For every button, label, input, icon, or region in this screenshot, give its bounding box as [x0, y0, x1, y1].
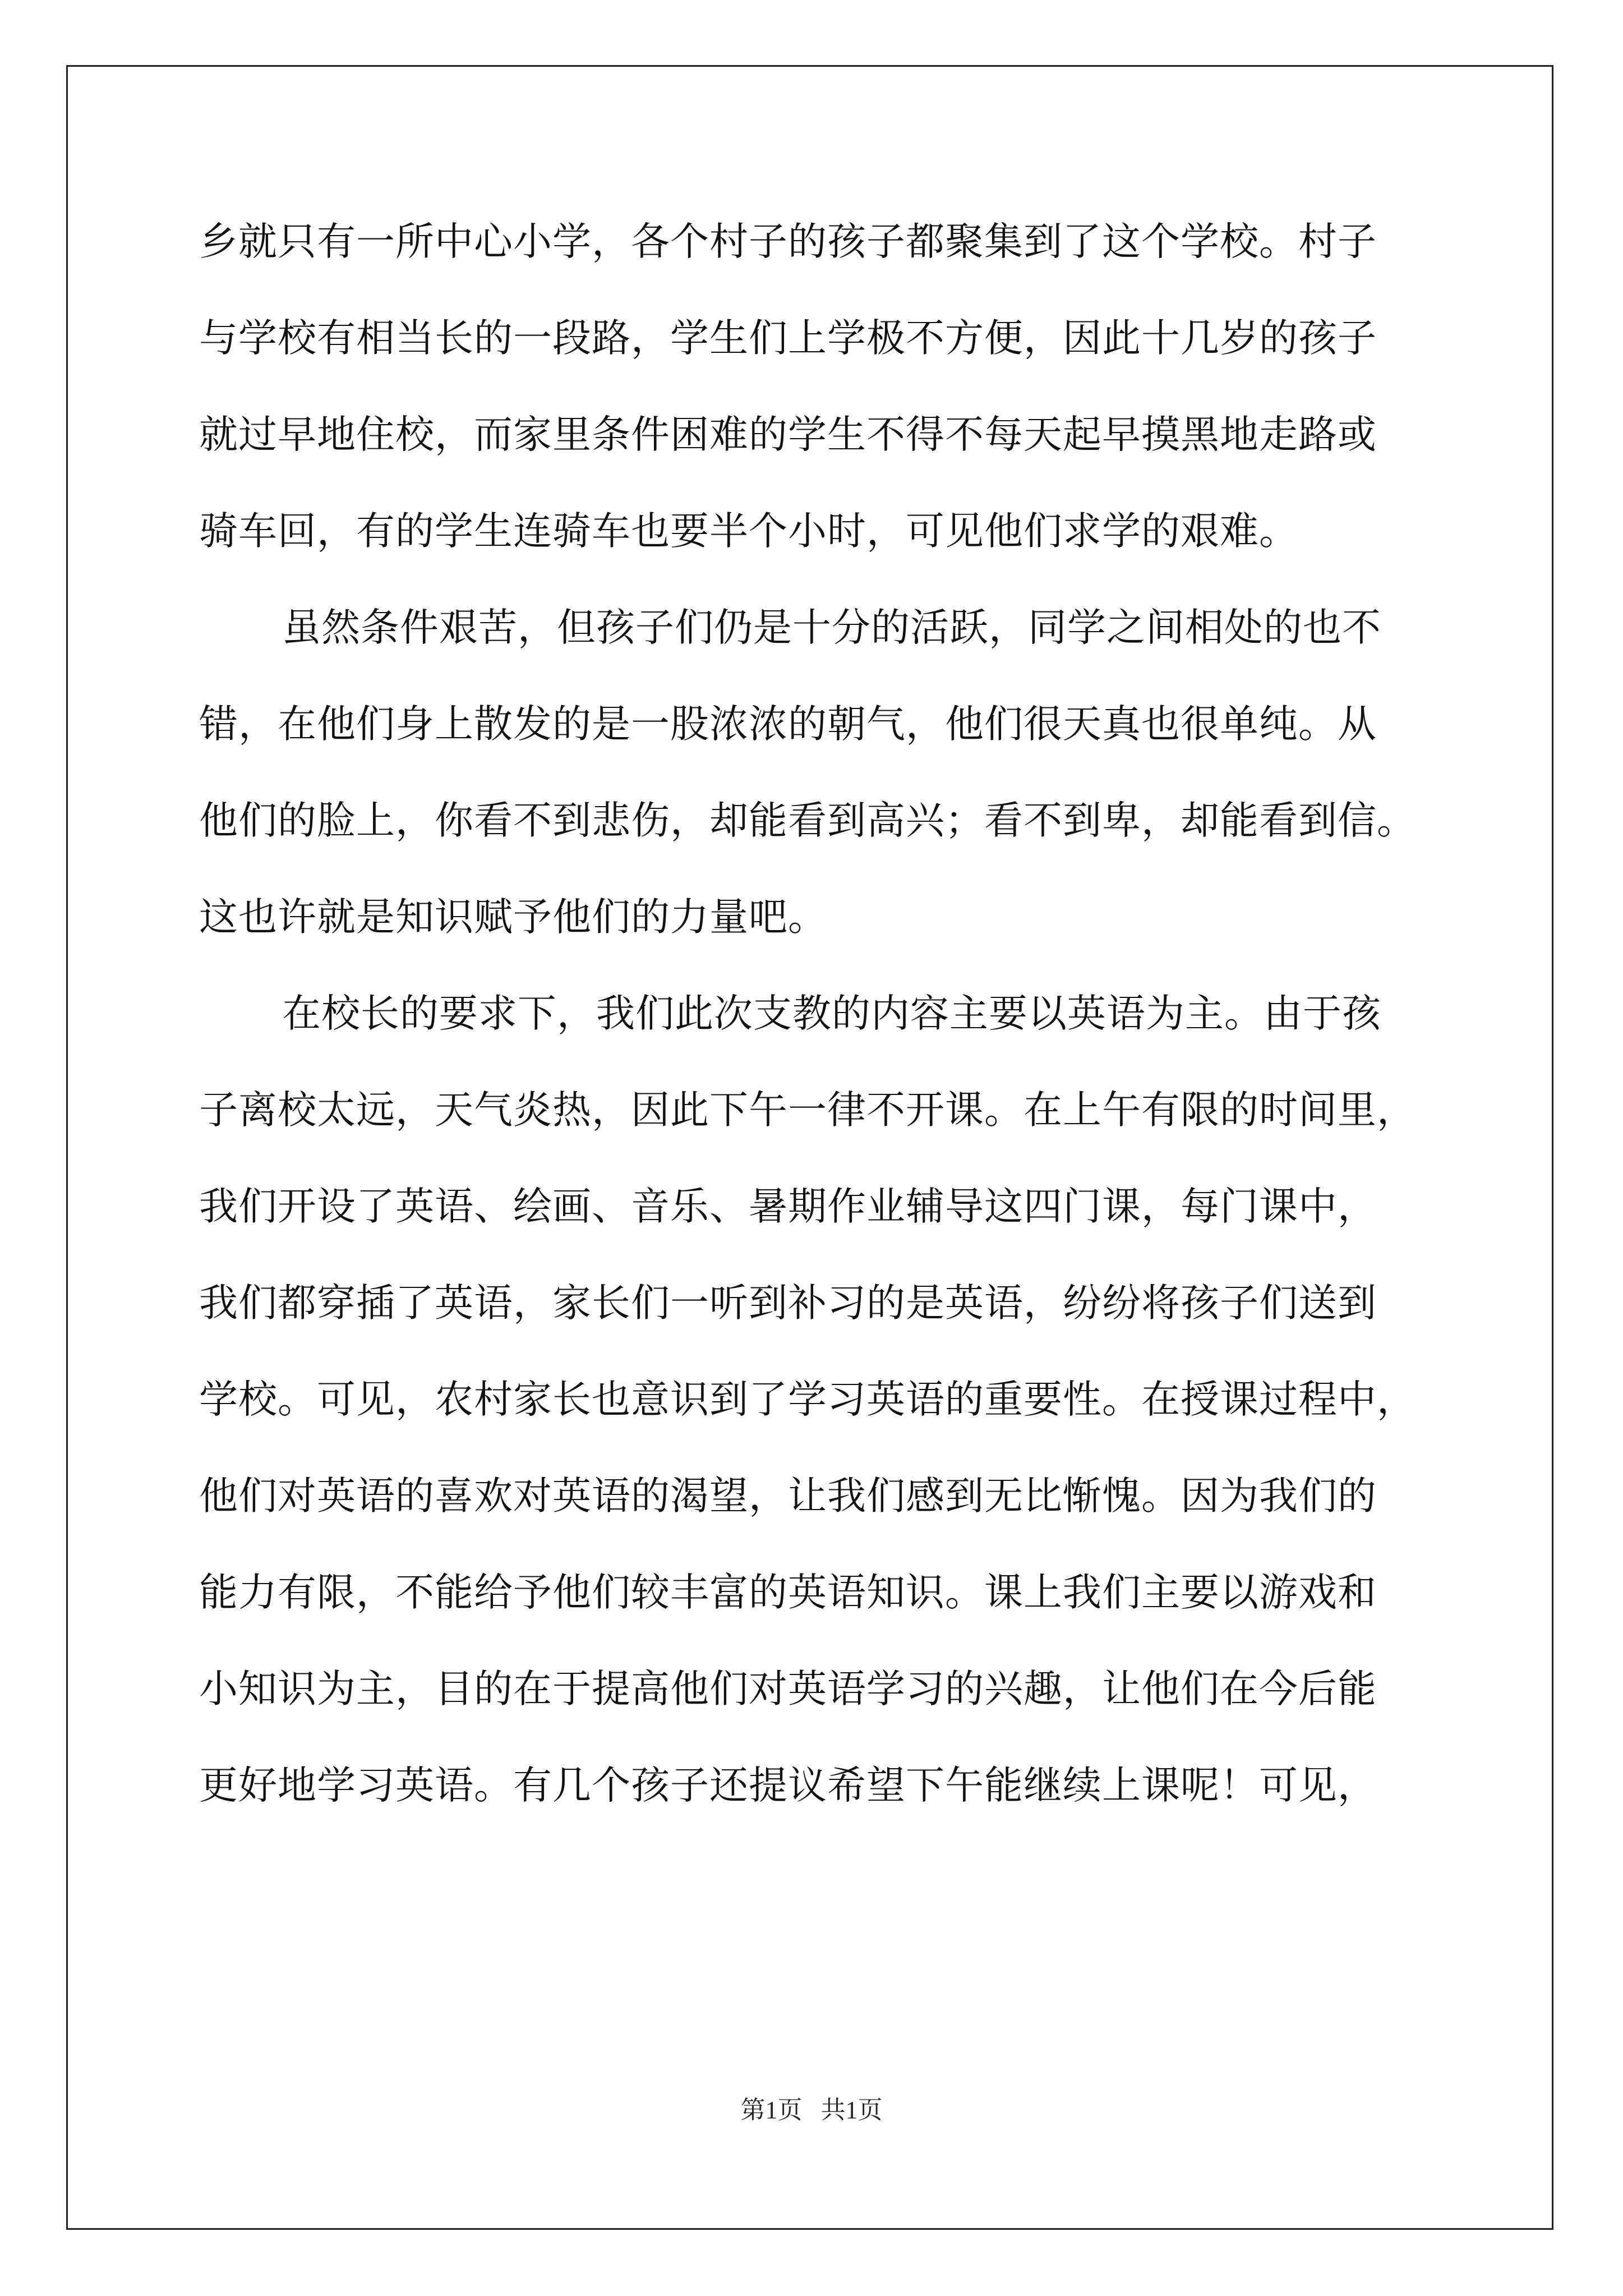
text-line: 他们的脸上，你看不到悲伤，却能看到高兴；看不到卑，却能看到信。 [199, 798, 1416, 843]
text-line: 子离校太远，天气炎热，因此下午一律不开课。在上午有限的时间里， [199, 1088, 1416, 1133]
text-line: 乡就只有一所中心小学，各个村子的孩子都聚集到了这个学校。村子 [199, 219, 1377, 264]
text-line: 他们对英语的喜欢对英语的渴望，让我们感到无比惭愧。因为我们的 [199, 1474, 1377, 1519]
text-line: 我们开设了英语、绘画、音乐、暑期作业辅导这四门课，每门课中， [199, 1184, 1377, 1229]
text-line: 虽然条件艰苦，但孩子们仍是十分的活跃，同学之间相处的也不 [282, 605, 1381, 650]
text-line: 能力有限，不能给予他们较丰富的英语知识。课上我们主要以游戏和 [199, 1570, 1377, 1615]
text-line: 这也许就是知识赋予他们的力量吧。 [199, 895, 827, 940]
page-number: 第1页 共1页 [740, 2096, 883, 2124]
text-line: 错，在他们身上散发的是一股浓浓的朝气，他们很天真也很单纯。从 [199, 702, 1377, 747]
document-body [199, 194, 1433, 1834]
text-line: 学校。可见，农村家长也意识到了学习英语的重要性。在授课过程中， [199, 1377, 1416, 1422]
text-line: 就过早地住校，而家里条件困难的学生不得不每天起早摸黑地走路或 [199, 412, 1377, 457]
text-line: 与学校有相当长的一段路，学生们上学极不方便，因此十几岁的孩子 [199, 316, 1377, 361]
text-line: 小知识为主，目的在于提高他们对英语学习的兴趣，让他们在今后能 [199, 1667, 1377, 1711]
text-line: 在校长的要求下，我们此次支教的内容主要以英语为主。由于孩 [282, 991, 1381, 1036]
text-line: 我们都穿插了英语，家长们一听到补习的是英语，纷纷将孩子们送到 [199, 1281, 1377, 1326]
text-line: 骑车回，有的学生连骑车也要半个小时，可见他们求学的艰难。 [199, 509, 1298, 554]
page-footer [0, 2090, 1623, 2125]
text-line: 更好地学习英语。有几个孩子还提议希望下午能继续上课呢！可见， [199, 1763, 1377, 1808]
